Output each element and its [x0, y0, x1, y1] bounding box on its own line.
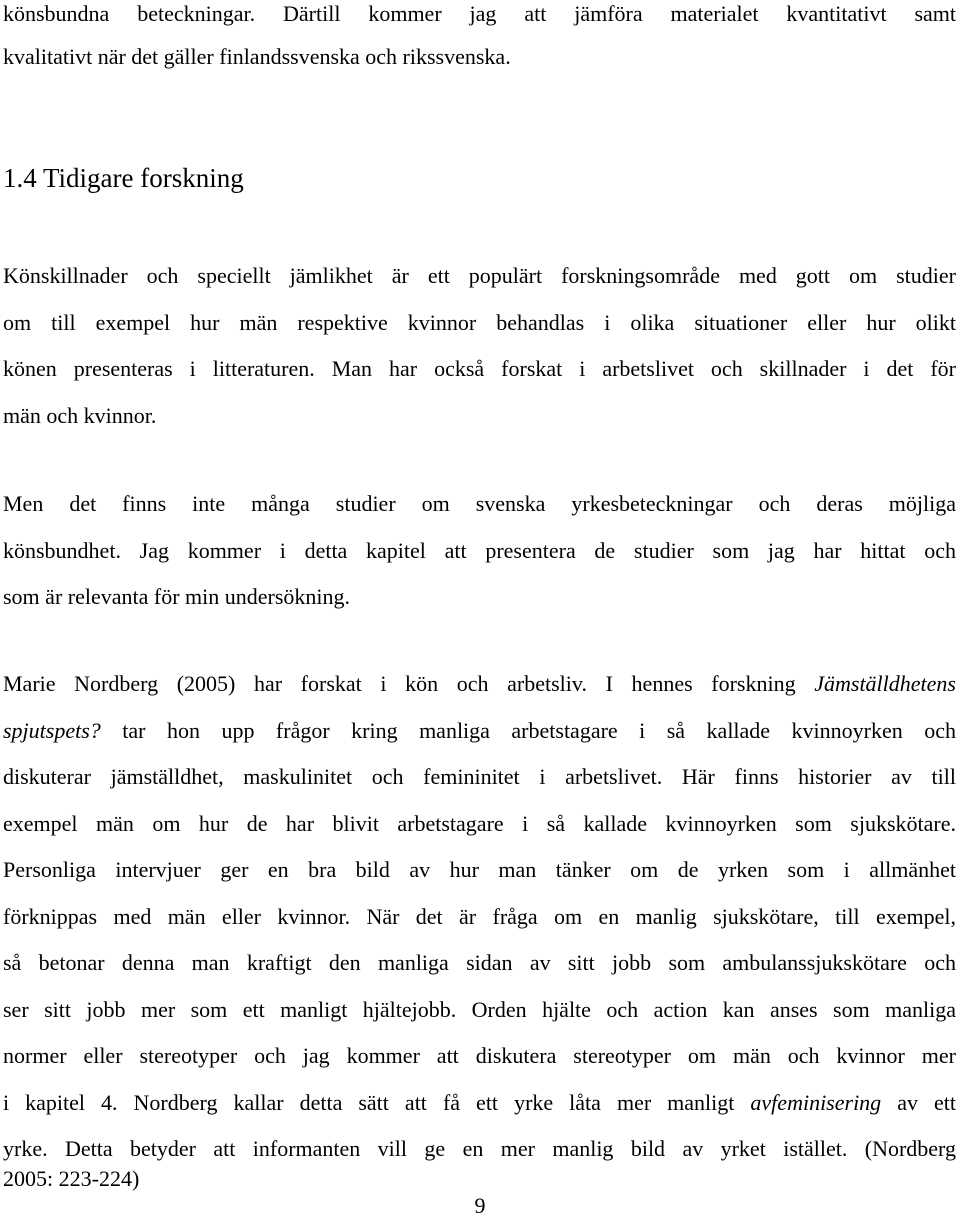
- para1-line-3: könen presenteras i litteraturen. Man har också forskat i arbetslivet och skillnader i det för: [3, 356, 956, 381]
- para3-line-8: ser sitt jobb mer som ett manligt hjältejobb. Orden hjälte och action kan anses som manliga: [3, 997, 956, 1022]
- page-number: 9: [474, 1193, 486, 1218]
- para3-line-7: så betonar denna man kraftigt den manliga sidan av sitt jobb som ambulanssjukskötare och: [3, 950, 956, 975]
- section-heading: 1.4 Tidigare forskning: [3, 163, 244, 193]
- para2-line-3: som är relevanta för min undersökning.: [3, 584, 351, 609]
- para3-line-12: 2005: 223-224): [3, 1166, 140, 1191]
- para3-line-1-text: Marie Nordberg (2005) har forskat i kön och arbetsliv. I hennes forskning: [3, 671, 815, 696]
- para3-line-10-text-c: av ett: [881, 1090, 956, 1115]
- intro-line-1: könsbundna beteckningar. Därtill kommer jag att jämföra materialet kvantitativt samt: [3, 1, 956, 26]
- para3-line-2-text: tar hon upp frågor kring manliga arbetstagare i så kallade kvinnoyrken och: [100, 718, 956, 743]
- para2-line-1: Men det finns inte många studier om svenska yrkesbeteckningar och deras möjliga: [3, 491, 956, 516]
- book-title-part-1: Jämställdhetens: [814, 671, 956, 696]
- para1-line-1: Könskillnader och speciellt jämlikhet är ett populärt forskningsområde med gott om studier: [3, 263, 956, 288]
- intro-line-2: kvalitativt när det gäller finlandssvenska och rikssvenska.: [3, 44, 511, 69]
- para3-line-3: diskuterar jämställdhet, maskulinitet och femininitet i arbetslivet. Här finns historier av till: [3, 764, 956, 789]
- para1-line-4: män och kvinnor.: [3, 403, 157, 428]
- para3-line-6: förknippas med män eller kvinnor. När det är fråga om en manlig sjukskötare, till exempel,: [3, 904, 956, 929]
- para1-line-2: om till exempel hur män respektive kvinnor behandlas i olika situationer eller hur olikt: [3, 310, 956, 335]
- para3-line-9: normer eller stereotyper och jag kommer att diskutera stereotyper om män och kvinnor mer: [3, 1043, 956, 1068]
- para2-line-2: könsbundhet. Jag kommer i detta kapitel att presentera de studier som jag har hittat och: [3, 538, 956, 563]
- para3-line-10-text-a: i kapitel 4. Nordberg kallar detta sätt att få ett yrke låta mer manligt: [3, 1090, 751, 1115]
- para3-line-4: exempel män om hur de har blivit arbetstagare i så kallade kvinnoyrken som sjukskötare.: [3, 811, 956, 836]
- book-title-part-2: spjutspets?: [3, 718, 101, 743]
- para3-line-11: yrke. Detta betyder att informanten vill ge en mer manlig bild av yrket istället. (Nordberg: [3, 1136, 956, 1161]
- para3-line-10: [3, 1089, 956, 1117]
- para3-line-2: [3, 717, 956, 745]
- para3-line-5: Personliga intervjuer ger en bra bild av hur man tänker om de yrken som i allmänhet: [3, 857, 956, 882]
- para3-line-1: [3, 670, 956, 698]
- term-avfeminisering: avfeminisering: [750, 1090, 882, 1115]
